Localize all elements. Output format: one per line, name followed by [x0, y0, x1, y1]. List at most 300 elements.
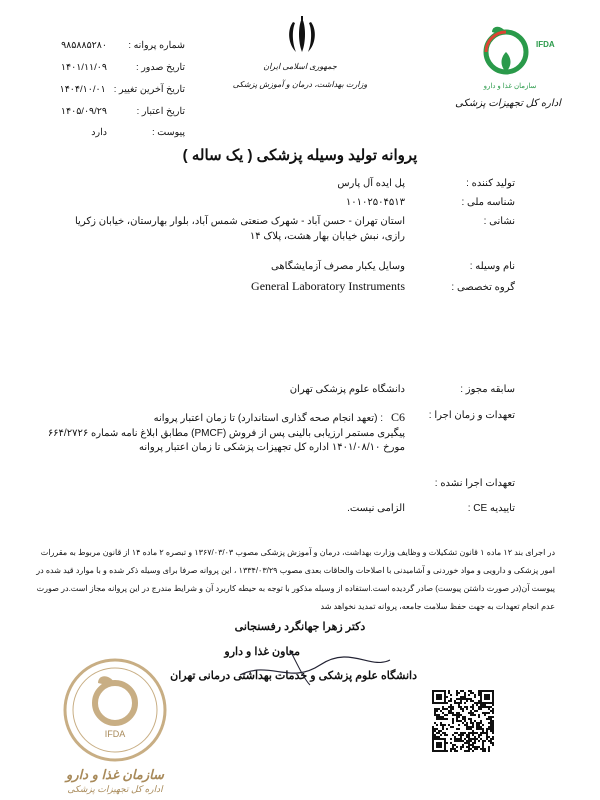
qr-module — [468, 712, 470, 714]
qr-module — [468, 742, 470, 744]
qr-module — [480, 706, 482, 708]
qr-module — [436, 732, 438, 734]
qr-module — [464, 694, 466, 696]
validity-date-value: ۱۴۰۵/۰۹/۲۹ — [60, 106, 107, 117]
commitments-row — [48, 410, 515, 453]
qr-module — [450, 748, 452, 750]
qr-module — [464, 732, 466, 734]
qr-module — [480, 734, 482, 736]
qr-module — [458, 738, 460, 740]
qr-module — [474, 740, 476, 742]
qr-module — [490, 710, 492, 712]
qr-module — [490, 730, 492, 732]
qr-module — [446, 696, 448, 698]
qr-module — [482, 702, 484, 704]
qr-module — [452, 734, 454, 736]
qr-module — [482, 704, 484, 706]
qr-module — [462, 716, 464, 718]
qr-module — [488, 706, 490, 708]
qr-module — [492, 710, 494, 712]
qr-module — [454, 702, 456, 704]
qr-module — [466, 724, 468, 726]
validity-date-label: تاریخ اعتبار : — [136, 106, 185, 117]
qr-module — [454, 740, 456, 742]
qr-module — [492, 730, 494, 732]
qr-module — [452, 744, 454, 746]
qr-module — [434, 736, 436, 738]
qr-module — [456, 718, 458, 720]
qr-module — [478, 722, 480, 724]
qr-module — [468, 750, 470, 752]
qr-module — [472, 738, 474, 740]
qr-module — [436, 742, 438, 744]
qr-module — [470, 700, 472, 702]
qr-module — [478, 708, 480, 710]
qr-module — [434, 712, 436, 714]
qr-module — [486, 702, 488, 704]
qr-module — [454, 738, 456, 740]
qr-module — [470, 692, 472, 694]
qr-module — [484, 712, 486, 714]
producer-label: تولید کننده : — [466, 178, 515, 189]
qr-module — [488, 728, 490, 730]
qr-module — [440, 698, 442, 700]
qr-module — [472, 734, 474, 736]
qr-module — [456, 702, 458, 704]
qr-module — [492, 702, 494, 704]
qr-module — [482, 750, 484, 752]
qr-module — [446, 702, 448, 704]
qr-module — [446, 718, 448, 720]
license-history-label: سابقه مجوز : — [460, 384, 515, 395]
qr-module — [492, 724, 494, 726]
qr-module — [482, 690, 484, 692]
qr-module — [432, 732, 434, 734]
qr-module — [434, 728, 436, 730]
qr-module — [484, 706, 486, 708]
qr-module — [458, 702, 460, 704]
qr-module — [490, 738, 492, 740]
qr-module — [468, 740, 470, 742]
qr-module — [488, 750, 490, 752]
qr-module — [444, 702, 446, 704]
qr-module — [492, 716, 494, 718]
qr-module — [460, 698, 462, 700]
qr-module — [448, 692, 450, 694]
qr-module — [472, 726, 474, 728]
qr-module — [468, 690, 470, 692]
qr-module — [456, 728, 458, 730]
emblem-text-1: جمهوری اسلامی ایران — [263, 62, 337, 71]
qr-module — [492, 720, 494, 722]
qr-module — [448, 724, 450, 726]
qr-module — [446, 742, 448, 744]
qr-module — [438, 742, 440, 744]
last-change-label: تاریخ آخرین تغییر : — [113, 84, 185, 95]
qr-module — [478, 734, 480, 736]
qr-module — [460, 738, 462, 740]
qr-module — [462, 690, 464, 692]
qr-module — [470, 720, 472, 722]
qr-module — [438, 698, 440, 700]
qr-module — [444, 718, 446, 720]
qr-module — [458, 728, 460, 730]
qr-module — [486, 730, 488, 732]
qr-module — [472, 700, 474, 702]
qr-module — [488, 696, 490, 698]
qr-module — [492, 728, 494, 730]
qr-module — [452, 714, 454, 716]
qr-module — [438, 746, 440, 748]
emblem-text-2: وزارت بهداشت، درمان و آموزش پزشکی — [232, 80, 368, 89]
qr-module — [482, 744, 484, 746]
qr-module — [488, 690, 490, 692]
qr-module — [490, 690, 492, 692]
qr-module — [432, 700, 434, 702]
qr-module — [452, 706, 454, 708]
qr-module — [438, 730, 440, 732]
address-line-2: رازی، نبش خیابان بهار هشت، پلاک ۱۴ — [249, 231, 405, 242]
qr-module — [432, 746, 434, 748]
license-history-value: دانشگاه علوم پزشکی تهران — [289, 384, 405, 395]
qr-module — [492, 694, 494, 696]
qr-module — [476, 722, 478, 724]
qr-module — [476, 728, 478, 730]
qr-module — [450, 738, 452, 740]
qr-module — [452, 726, 454, 728]
qr-module — [432, 748, 434, 750]
qr-module — [434, 690, 436, 692]
qr-module — [460, 706, 462, 708]
qr-module — [478, 740, 480, 742]
qr-module — [484, 702, 486, 704]
qr-module — [434, 702, 436, 704]
qr-module — [450, 712, 452, 714]
ifda-stamp — [60, 655, 170, 770]
qr-module — [456, 750, 458, 752]
qr-module — [492, 744, 494, 746]
qr-module — [442, 750, 444, 752]
qr-module — [492, 704, 494, 706]
qr-module — [466, 742, 468, 744]
qr-module — [488, 736, 490, 738]
qr-module — [450, 710, 452, 712]
qr-module — [442, 690, 444, 692]
qr-module — [476, 702, 478, 704]
qr-module — [450, 708, 452, 710]
qr-module — [486, 706, 488, 708]
qr-module — [492, 700, 494, 702]
qr-module — [478, 726, 480, 728]
qr-module — [450, 694, 452, 696]
ifda-text-2: اداره کل تجهیزات پزشکی — [455, 98, 561, 109]
commitments-line-2: پیگیری مستمر ارزیابی بالینی پس از فروش (PMCF) مطابق ابلاغ نامه شماره ۶۶۴/۲۷۲۶ — [47, 428, 405, 439]
qr-module — [472, 712, 474, 714]
qr-module — [434, 710, 436, 712]
specialty-group-value: General Laboratory Instruments — [251, 279, 405, 293]
qr-module — [444, 750, 446, 752]
qr-module — [470, 690, 472, 692]
qr-module — [444, 740, 446, 742]
qr-module — [452, 720, 454, 722]
qr-module — [446, 728, 448, 730]
validity-date-row — [61, 106, 185, 117]
qr-module — [436, 738, 438, 740]
ifda-text-1: سازمان غذا و دارو — [483, 83, 537, 90]
qr-module — [436, 718, 438, 720]
qr-module — [440, 724, 442, 726]
qr-module — [444, 696, 446, 698]
issue-date-value: ۱۴۰۱/۱۱/۰۹ — [60, 62, 107, 73]
qr-module — [460, 740, 462, 742]
qr-module — [450, 706, 452, 708]
address-value — [75, 216, 405, 242]
qr-module — [492, 712, 494, 714]
qr-module — [474, 738, 476, 740]
qr-module — [466, 740, 468, 742]
qr-module — [438, 702, 440, 704]
qr-module — [448, 700, 450, 702]
qr-module — [432, 690, 434, 692]
qr-module — [452, 708, 454, 710]
qr-module — [488, 726, 490, 728]
qr-module — [440, 734, 442, 736]
qr-module — [442, 724, 444, 726]
qr-module — [444, 714, 446, 716]
qr-module — [450, 750, 452, 752]
qr-module — [466, 728, 468, 730]
qr-module — [472, 742, 474, 744]
qr-module — [472, 730, 474, 732]
qr-module — [488, 716, 490, 718]
qr-module — [492, 726, 494, 728]
emblem-icon — [283, 14, 321, 56]
qr-module — [432, 734, 434, 736]
qr-module — [434, 734, 436, 736]
qr-module — [440, 746, 442, 748]
qr-module — [468, 694, 470, 696]
license-history-row — [290, 384, 515, 395]
qr-module — [478, 736, 480, 738]
qr-module — [466, 708, 468, 710]
qr-module — [474, 736, 476, 738]
qr-module — [466, 736, 468, 738]
qr-module — [444, 744, 446, 746]
device-name-value: وسایل یکبار مصرف آزمایشگاهی — [271, 261, 405, 272]
qr-module — [432, 738, 434, 740]
qr-module — [444, 742, 446, 744]
qr-module — [464, 698, 466, 700]
qr-module — [464, 720, 466, 722]
qr-module — [486, 712, 488, 714]
qr-module — [456, 740, 458, 742]
qr-module — [464, 696, 466, 698]
qr-module — [482, 746, 484, 748]
qr-module — [458, 706, 460, 708]
qr-module — [436, 690, 438, 692]
legal-text: در اجرای بند ۱۲ ماده ۱ قانون تشکیلات و وظایف وزارت بهداشت، درمان و آموزش پزشکی مصوب ۱۳۶۷/۰۳/۰۳ و تبصره ۲ ماده ۱۴ از قانون مربوط به مقررات امور پزشکی و دارویی و مواد خوردنی و آشامیدنی با اصلاحات والحاقات بعدی مصوب ۱۳۳۴/۰۳/۲۹ ، این پروانه صرفا برای وسیله ذکر شده و با موارد قید شده در پیوست آن(در صورت داشتن پیوست) صادر گردیده است.استفاده از وسیله مذکور با توجه به حیطه کاربرد آن و شرایط مندرج در این پروانه مجاز است.در صورت عدم انجام تعهدات به جهت حفظ سلامت جامعه، پروانه تمدید نخواهد شد — [36, 548, 555, 611]
qr-module — [444, 748, 446, 750]
qr-module — [436, 716, 438, 718]
address-row — [75, 216, 515, 242]
qr-module — [456, 716, 458, 718]
qr-module — [434, 730, 436, 732]
qr-module — [482, 732, 484, 734]
qr-module — [484, 690, 486, 692]
qr-module — [472, 714, 474, 716]
producer-value: پل ایده آل پارس — [337, 178, 405, 189]
qr-module — [442, 732, 444, 734]
qr-module — [470, 706, 472, 708]
qr-module — [468, 748, 470, 750]
qr-module — [460, 720, 462, 722]
qr-module — [456, 690, 458, 692]
qr-module — [490, 724, 492, 726]
qr-module — [480, 690, 482, 692]
commitments-label: تعهدات و زمان اجرا : — [428, 410, 515, 421]
qr-module — [462, 744, 464, 746]
qr-module — [456, 712, 458, 714]
commitments-first-line — [48, 410, 405, 425]
qr-module — [444, 700, 446, 702]
qr-module — [448, 706, 450, 708]
qr-module — [448, 690, 450, 692]
qr-module — [488, 712, 490, 714]
qr-module — [438, 716, 440, 718]
qr-module — [478, 728, 480, 730]
qr-module — [484, 714, 486, 716]
qr-module — [482, 728, 484, 730]
iran-emblem — [283, 14, 321, 61]
attachment-row — [91, 127, 185, 138]
qr-module — [484, 740, 486, 742]
qr-module — [462, 718, 464, 720]
qr-module — [468, 736, 470, 738]
qr-module — [480, 728, 482, 730]
qr-module — [480, 748, 482, 750]
qr-module — [488, 748, 490, 750]
qr-module — [460, 714, 462, 716]
qr-module — [474, 742, 476, 744]
qr-module — [464, 750, 466, 752]
qr-module — [458, 698, 460, 700]
qr-module — [436, 696, 438, 698]
attachment-label: پیوست : — [152, 127, 185, 138]
qr-module — [478, 702, 480, 704]
commitments-line-1: : (تعهد انجام صحه گذاری استاندارد) تا زمان اعتبار پروانه — [153, 413, 383, 424]
signatory-position: معاون غذا و دارو — [224, 646, 300, 658]
qr-module — [476, 704, 478, 706]
qr-module — [480, 692, 482, 694]
qr-module — [490, 722, 492, 724]
qr-module — [466, 722, 468, 724]
qr-module — [450, 742, 452, 744]
qr-module — [456, 698, 458, 700]
qr-module — [432, 698, 434, 700]
qr-module — [474, 732, 476, 734]
qr-module — [470, 714, 472, 716]
qr-module — [470, 722, 472, 724]
qr-module — [478, 690, 480, 692]
qr-module — [472, 706, 474, 708]
qr-module — [446, 750, 448, 752]
qr-module — [486, 736, 488, 738]
qr-module — [440, 710, 442, 712]
qr-module — [432, 728, 434, 730]
qr-module — [480, 700, 482, 702]
qr-module — [488, 694, 490, 696]
qr-module — [478, 716, 480, 718]
qr-module — [486, 738, 488, 740]
national-id-value: ۱۰۱۰۲۵۰۴۵۱۳ — [345, 197, 405, 208]
qr-module — [432, 744, 434, 746]
stamp-abbr: IFDA — [104, 729, 126, 739]
qr-module — [472, 724, 474, 726]
qr-module — [438, 736, 440, 738]
national-id-label: شناسه ملی : — [461, 197, 515, 208]
device-name-label: نام وسیله : — [469, 261, 515, 272]
qr-module — [474, 720, 476, 722]
qr-module — [488, 722, 490, 724]
qr-module — [442, 718, 444, 720]
qr-module — [462, 732, 464, 734]
qr-module — [456, 738, 458, 740]
qr-module — [482, 724, 484, 726]
qr-module — [468, 698, 470, 700]
qr-module — [438, 744, 440, 746]
qr-module — [438, 718, 440, 720]
qr-module — [462, 746, 464, 748]
stamp-logo-icon — [60, 655, 170, 765]
ifda-abbr: IFDA — [536, 40, 555, 49]
unfulfilled-row — [415, 478, 515, 489]
qr-code[interactable] — [432, 690, 494, 752]
qr-module — [472, 744, 474, 746]
qr-module — [492, 696, 494, 698]
qr-module — [468, 738, 470, 740]
qr-module — [488, 708, 490, 710]
qr-module — [462, 740, 464, 742]
qr-module — [438, 714, 440, 716]
qr-module — [432, 740, 434, 742]
qr-module — [492, 722, 494, 724]
qr-module — [452, 748, 454, 750]
qr-module — [482, 706, 484, 708]
qr-module — [440, 750, 442, 752]
qr-module — [446, 734, 448, 736]
qr-module — [452, 722, 454, 724]
qr-module — [466, 734, 468, 736]
qr-module — [492, 692, 494, 694]
qr-module — [452, 712, 454, 714]
ifda-logo-icon — [478, 22, 534, 78]
qr-module — [466, 726, 468, 728]
qr-module — [440, 744, 442, 746]
qr-module — [490, 718, 492, 720]
qr-module — [438, 694, 440, 696]
qr-module — [480, 696, 482, 698]
qr-module — [454, 700, 456, 702]
qr-module — [442, 728, 444, 730]
qr-module — [486, 734, 488, 736]
qr-module — [470, 732, 472, 734]
qr-module — [474, 748, 476, 750]
qr-module — [474, 714, 476, 716]
qr-module — [478, 714, 480, 716]
qr-module — [490, 728, 492, 730]
page-title: پروانه تولید وسیله پزشکی ( یک ساله ) — [182, 147, 418, 164]
qr-module — [476, 710, 478, 712]
